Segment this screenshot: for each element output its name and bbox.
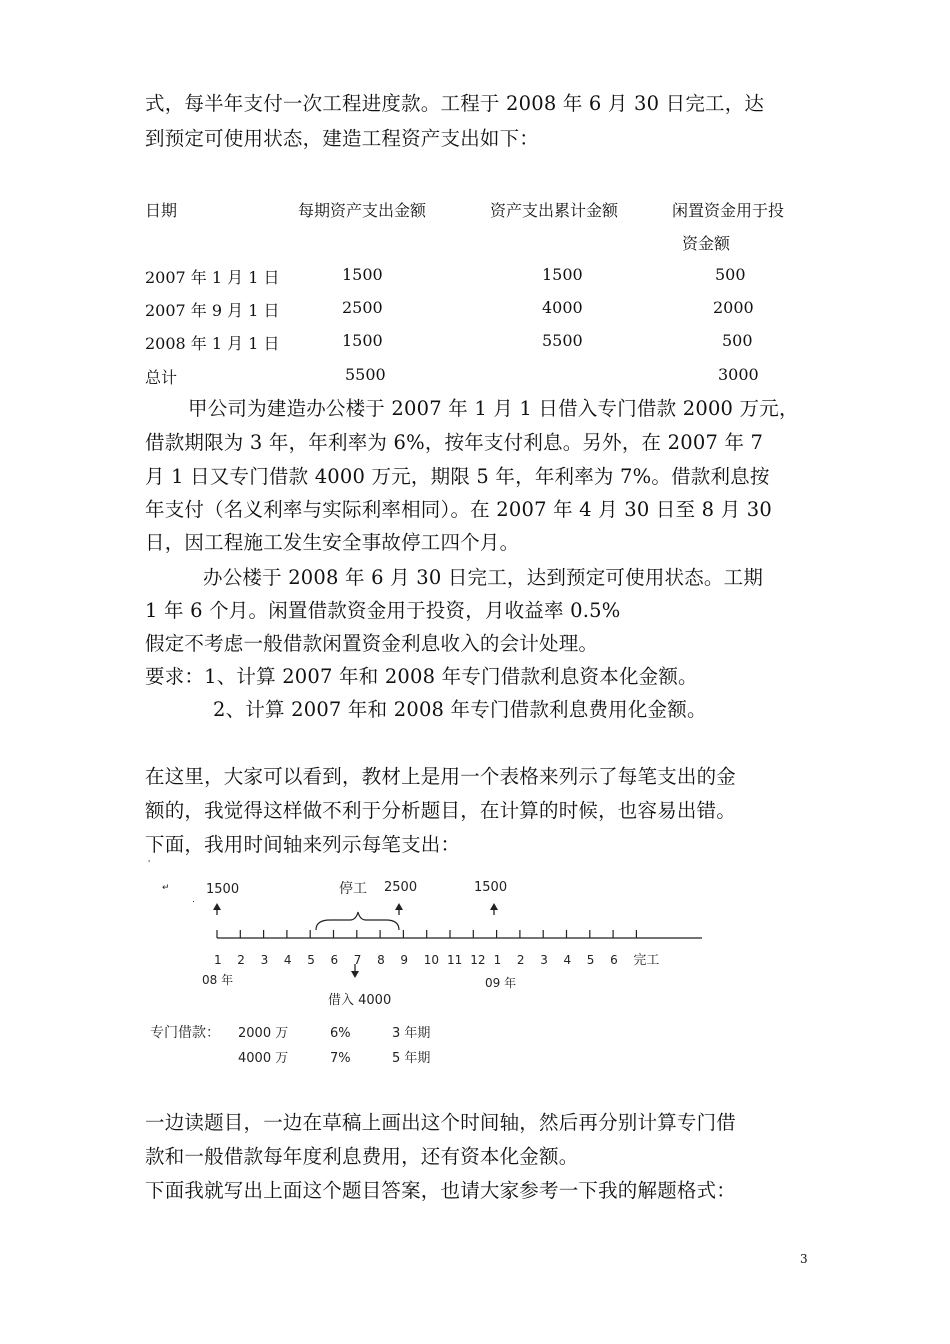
problem-line: 假定不考虑一般借款闲置资金利息收入的会计处理。 (145, 632, 599, 655)
table-cell: 1500 (542, 265, 583, 284)
month-label: 3 (540, 953, 548, 967)
closing-line: 下面我就写出上面这个题目答案，也请大家参考一下我的解题格式： (145, 1179, 737, 1202)
table-header-date: 日期 (145, 201, 178, 220)
loan-amount: 2000 万 (238, 1026, 289, 1041)
loans-title: 专门借款： (150, 1025, 220, 1041)
month-label: 11 (447, 953, 463, 967)
suspension-brace (316, 912, 399, 930)
year-label-08: 08 年 (202, 973, 234, 987)
loan-term: 5 年期 (392, 1051, 431, 1066)
table-cell: 2000 (713, 298, 754, 317)
timeline-diagram (140, 860, 720, 1075)
loan-term: 3 年期 (392, 1026, 431, 1041)
arrow-up-icon (490, 903, 498, 915)
problem-line: 日，因工程施工发生安全事故停工四个月。 (145, 531, 520, 554)
month-label: 10 (423, 953, 439, 967)
table-cell: 2008 年 1 月 1 日 (145, 334, 280, 353)
month-label: 7 (353, 953, 362, 967)
month-label: 9 (400, 953, 409, 967)
table-cell: 5500 (542, 331, 583, 350)
month-label: 4 (563, 953, 572, 967)
commentary-line: 在这里，大家可以看到，教材上是用一个表格来列示了每笔支出的金 (145, 765, 737, 788)
loan-amount: 4000 万 (238, 1051, 289, 1066)
expense-label-1500-second: 1500 (474, 880, 508, 895)
table-cell-total-idle: 3000 (718, 365, 759, 384)
month-label: 12 (470, 953, 486, 967)
month-label: 8 (377, 953, 385, 967)
table-cell: 500 (722, 331, 753, 350)
problem-line: 借款期限为 3 年，年利率为 6%，按年支付利息。另外，在 2007 年 7 (145, 431, 764, 454)
loan-rate: 6% (330, 1026, 351, 1041)
table-header-cumulative: 资产支出累计金额 (490, 201, 619, 220)
closing-line: 一边读题目，一边在草稿上画出这个时间轴，然后再分别计算专门借 (145, 1111, 737, 1134)
table-cell-total-label: 总计 (145, 368, 178, 387)
arrow-up-icon (213, 903, 221, 915)
month-label: 6 (330, 953, 339, 967)
intro-line-1: 式，每半年支付一次工程进度款。工程于 2008 年 6 月 30 日完工，达 (145, 92, 765, 115)
return-mark: ↵ (162, 883, 170, 893)
loan-rate: 7% (330, 1051, 351, 1066)
table-header-period-expense: 每期资产支出金额 (298, 201, 427, 220)
month-labels (214, 953, 659, 968)
table-cell: 1500 (342, 265, 383, 284)
intro-line-2: 到预定可使用状态，建造工程资产支出如下： (145, 127, 540, 150)
expense-label-2500: 2500 (384, 880, 418, 895)
suspension-label: 停工 (339, 881, 367, 897)
timeline-ticks (217, 930, 636, 938)
table-cell: 4000 (542, 298, 583, 317)
month-label: 2 (237, 953, 245, 967)
commentary-line: 下面，我用时间轴来列示每笔支出： (145, 833, 461, 856)
problem-line: 年支付（名义利率与实际利率相同）。在 2007 年 4 月 30 日至 8 月 30 (145, 498, 773, 521)
month-label: 4 (283, 953, 292, 967)
requirement-line-1: 要求：1、计算 2007 年和 2008 年专门借款利息资本化金额。 (145, 665, 698, 688)
borrow-label: 借入 4000 (328, 993, 392, 1008)
month-label: 6 (610, 953, 618, 967)
month-label: 5 (586, 953, 595, 967)
expense-label-1500-first: 1500 (206, 882, 240, 897)
arrow-up-icon (395, 903, 403, 915)
commentary-line: 额的，我觉得这样做不利于分析题目，在计算的时候，也容易出错。 (145, 799, 737, 822)
table-cell: 2500 (342, 298, 383, 317)
year-label-09: 09 年 (485, 976, 517, 990)
stray-mark: ' (148, 860, 151, 868)
month-label: 3 (260, 953, 269, 967)
month-label: 完工 (633, 953, 660, 968)
page-number: 3 (800, 1252, 808, 1266)
problem-line: 办公楼于 2008 年 6 月 30 日完工，达到预定可使用状态。工期 (203, 566, 764, 589)
month-label: 2 (516, 953, 525, 967)
table-header-idle-funds: 闲置资金用于投 (672, 201, 785, 220)
dot-mark: . (192, 895, 195, 905)
table-header-idle-funds-cont: 资金额 (682, 234, 731, 253)
table-cell: 2007 年 1 月 1 日 (145, 268, 280, 287)
problem-line: 1 年 6 个月。闲置借款资金用于投资，月收益率 0.5% (145, 599, 621, 622)
table-cell-total-expense: 5500 (345, 365, 386, 384)
problem-line: 甲公司为建造办公楼于 2007 年 1 月 1 日借入专门借款 2000 万元， (188, 397, 799, 420)
table-cell: 2007 年 9 月 1 日 (145, 301, 280, 320)
table-cell: 1500 (342, 331, 383, 350)
month-label: 1 (214, 953, 222, 967)
month-label: 5 (307, 953, 315, 967)
table-cell: 500 (715, 265, 746, 284)
problem-line: 月 1 日又专门借款 4000 万元，期限 5 年，年利率为 7%。借款利息按 (145, 465, 770, 488)
closing-line: 款和一般借款每年度利息费用，还有资本化金额。 (145, 1145, 579, 1168)
month-label: 1 (493, 953, 502, 967)
requirement-line-2: 2、计算 2007 年和 2008 年专门借款利息费用化金额。 (213, 698, 707, 721)
